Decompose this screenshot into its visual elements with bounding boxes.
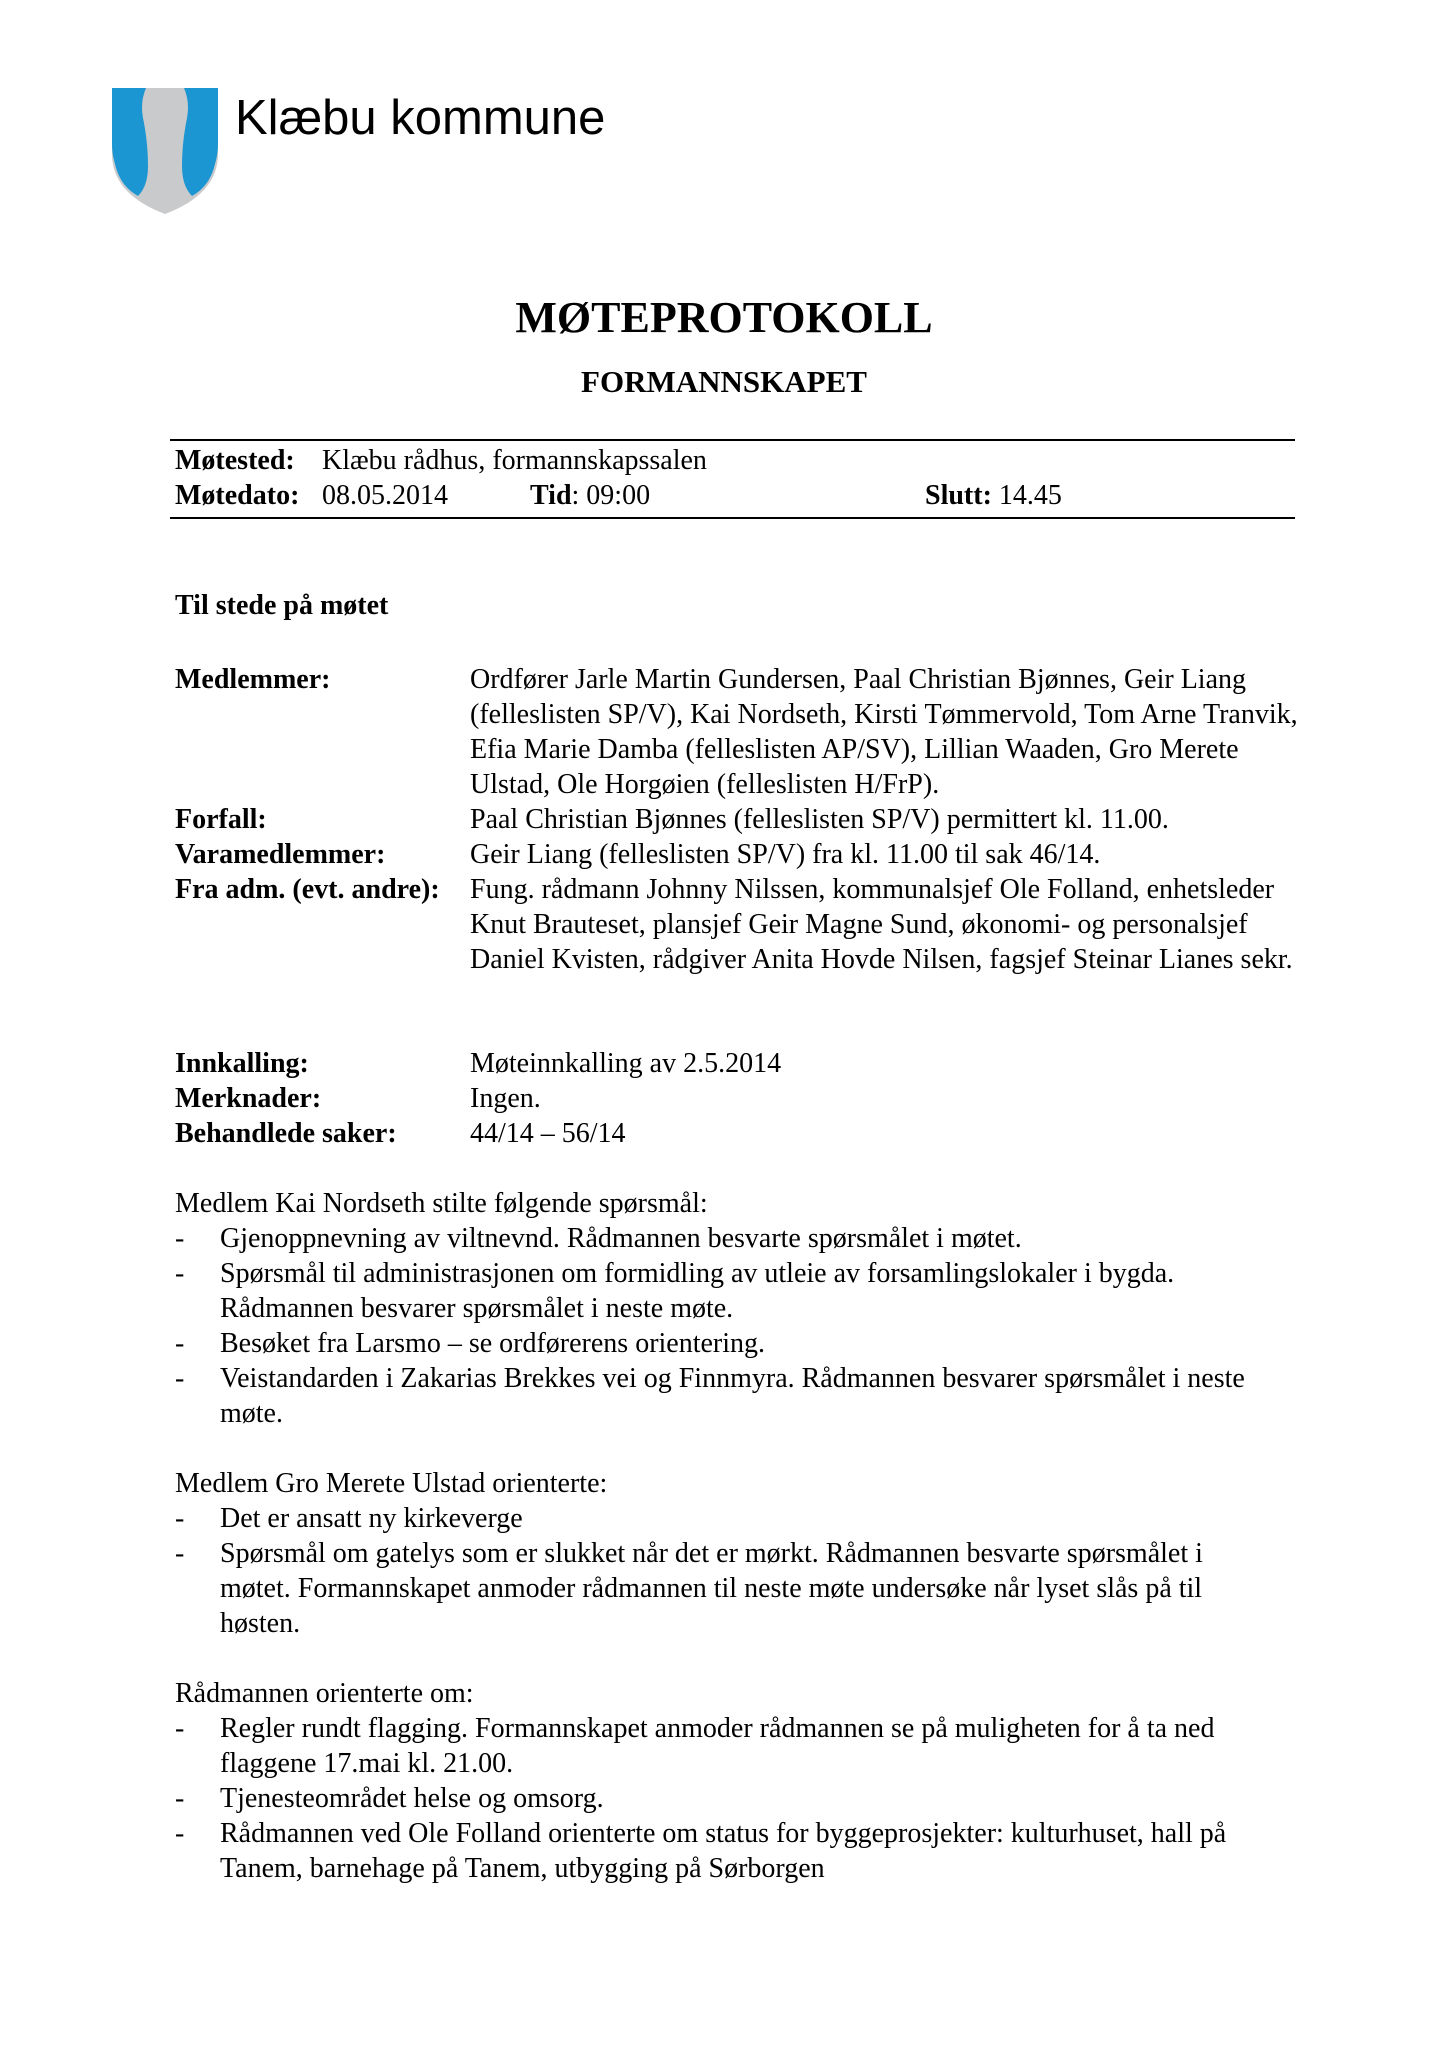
bullet-dash: - [175, 1818, 185, 1849]
list-item-text: Spørsmål til administrasjonen om formidling av utleie av forsamlingslokaler i bygda. Rådmannen besvarer spørsmålet i neste møte. [220, 1258, 1175, 1324]
list-item [175, 1501, 1275, 1536]
attendance-row [175, 802, 1300, 837]
meeting-time [530, 478, 650, 514]
list-item-text: Spørsmål om gatelys som er slukket når det er mørkt. Rådmannen besvarte spørsmålet i møtet. Formannskapet anmoder rådmannen til neste møte undersøke når lyset slås på til høsten. [220, 1538, 1203, 1639]
list-item [175, 1711, 1275, 1781]
bullet-dash: - [175, 1258, 185, 1289]
list-item [175, 1536, 1275, 1641]
notice-value: Ingen. [470, 1083, 541, 1114]
list-item-text: Rådmannen ved Ole Folland orienterte om status for byggeprosjekter: kulturhuset, hall på Tanem, barnehage på Tanem, utbygging på Sørborgen [220, 1818, 1227, 1884]
list-item-text: Gjenoppnevning av viltnevnd. Rådmannen besvarte spørsmålet i møtet. [220, 1223, 1022, 1254]
notice-table [175, 1046, 1300, 1151]
list-item-text: Veistandarden i Zakarias Brekkes vei og Finnmyra. Rådmannen besvarer spørsmålet i neste møte. [220, 1363, 1245, 1429]
attendance-label: Varamedlemmer: [175, 839, 386, 870]
meeting-date-value: 08.05.2014 [322, 480, 448, 511]
attendance-row [175, 662, 1300, 802]
meeting-date-label: Møtedato: [175, 480, 300, 511]
questions-section [175, 1186, 1275, 1431]
top-divider [170, 439, 1295, 441]
attendance-label: Fra adm. (evt. andre): [175, 874, 440, 905]
attendance-label: Forfall: [175, 804, 267, 835]
notice-row [175, 1081, 1300, 1116]
list-item [175, 1256, 1275, 1326]
document-title: MØTEPROTOKOLL [515, 293, 933, 342]
list-item-text: Tjenesteområdet helse og omsorg. [220, 1783, 604, 1814]
attendance-value: Fung. rådmann Johnny Nilssen, kommunalsjef Ole Folland, enhetsleder Knut Brauteset, plansjef Geir Magne Sund, økonomi- og personalsjef Daniel Kvisten, rådgiver Anita Hovde Nilsen, fagsjef Steinar Lianes sekr. [470, 874, 1293, 975]
attendance-label: Medlemmer: [175, 664, 331, 695]
ulstad-section [175, 1466, 1275, 1641]
bullet-dash: - [175, 1223, 185, 1254]
section-intro: Rådmannen orienterte om: [175, 1678, 474, 1709]
municipality-name: Klæbu kommune [235, 91, 606, 145]
list-item [175, 1816, 1275, 1886]
list-item-text: Besøket fra Larsmo – se ordførerens orientering. [220, 1328, 766, 1359]
bullet-dash: - [175, 1363, 185, 1394]
meeting-place-value: Klæbu rådhus, formannskapssalen [322, 445, 707, 476]
notice-row [175, 1116, 1300, 1151]
list-item [175, 1361, 1275, 1431]
meeting-end [925, 478, 1062, 514]
attendance-value: Paal Christian Bjønnes (felleslisten SP/V) permittert kl. 11.00. [470, 804, 1169, 835]
list-item [175, 1781, 1275, 1816]
notice-label: Innkalling: [175, 1048, 309, 1079]
notice-label: Behandlede saker: [175, 1118, 397, 1149]
attendance-row [175, 872, 1300, 977]
bullet-dash: - [175, 1538, 185, 1569]
bullet-dash: - [175, 1503, 185, 1534]
document-subtitle: FORMANNSKAPET [581, 364, 867, 399]
meeting-place-label: Møtested: [175, 445, 295, 476]
meeting-time-value: : 09:00 [571, 480, 651, 511]
notice-label: Merknader: [175, 1083, 322, 1114]
notice-value: 44/14 – 56/14 [470, 1118, 626, 1149]
bullet-dash: - [175, 1783, 185, 1814]
attendance-row [175, 837, 1300, 872]
notice-row [175, 1046, 1300, 1081]
attendance-value: Ordfører Jarle Martin Gundersen, Paal Christian Bjønnes, Geir Liang (felleslisten SP/V), Kai Nordseth, Kirsti Tømmervold, Tom Arne Tranvik, Efia Marie Damba (felleslisten AP/SV), Lillian Waaden, Gro Merete Ulstad, Ole Horgøien (felleslisten H/FrP). [470, 664, 1298, 800]
meeting-place-line [175, 443, 707, 479]
meeting-date-line [175, 478, 1295, 514]
section-intro: Medlem Kai Nordseth stilte følgende spørsmål: [175, 1188, 708, 1219]
bullet-dash: - [175, 1328, 185, 1359]
notice-value: Møteinnkalling av 2.5.2014 [470, 1048, 782, 1079]
meeting-end-value: 14.45 [991, 480, 1062, 511]
bullet-dash: - [175, 1713, 185, 1744]
meeting-end-label: Slutt: [925, 480, 992, 511]
bottom-divider [170, 517, 1295, 519]
list-item [175, 1326, 1275, 1361]
radmann-section [175, 1676, 1275, 1886]
attendance-table [175, 662, 1300, 977]
section-intro: Medlem Gro Merete Ulstad orienterte: [175, 1468, 608, 1499]
list-item-text: Regler rundt flagging. Formannskapet anmoder rådmannen se på muligheten for å ta ned flaggene 17.mai kl. 21.00. [220, 1713, 1215, 1779]
attendance-heading: Til stede på møtet [175, 590, 389, 621]
meeting-time-label: Tid [530, 480, 572, 511]
list-item-text: Det er ansatt ny kirkeverge [220, 1503, 523, 1534]
municipal-crest-logo [110, 86, 220, 216]
list-item [175, 1221, 1275, 1256]
attendance-value: Geir Liang (felleslisten SP/V) fra kl. 11.00 til sak 46/14. [470, 839, 1101, 870]
